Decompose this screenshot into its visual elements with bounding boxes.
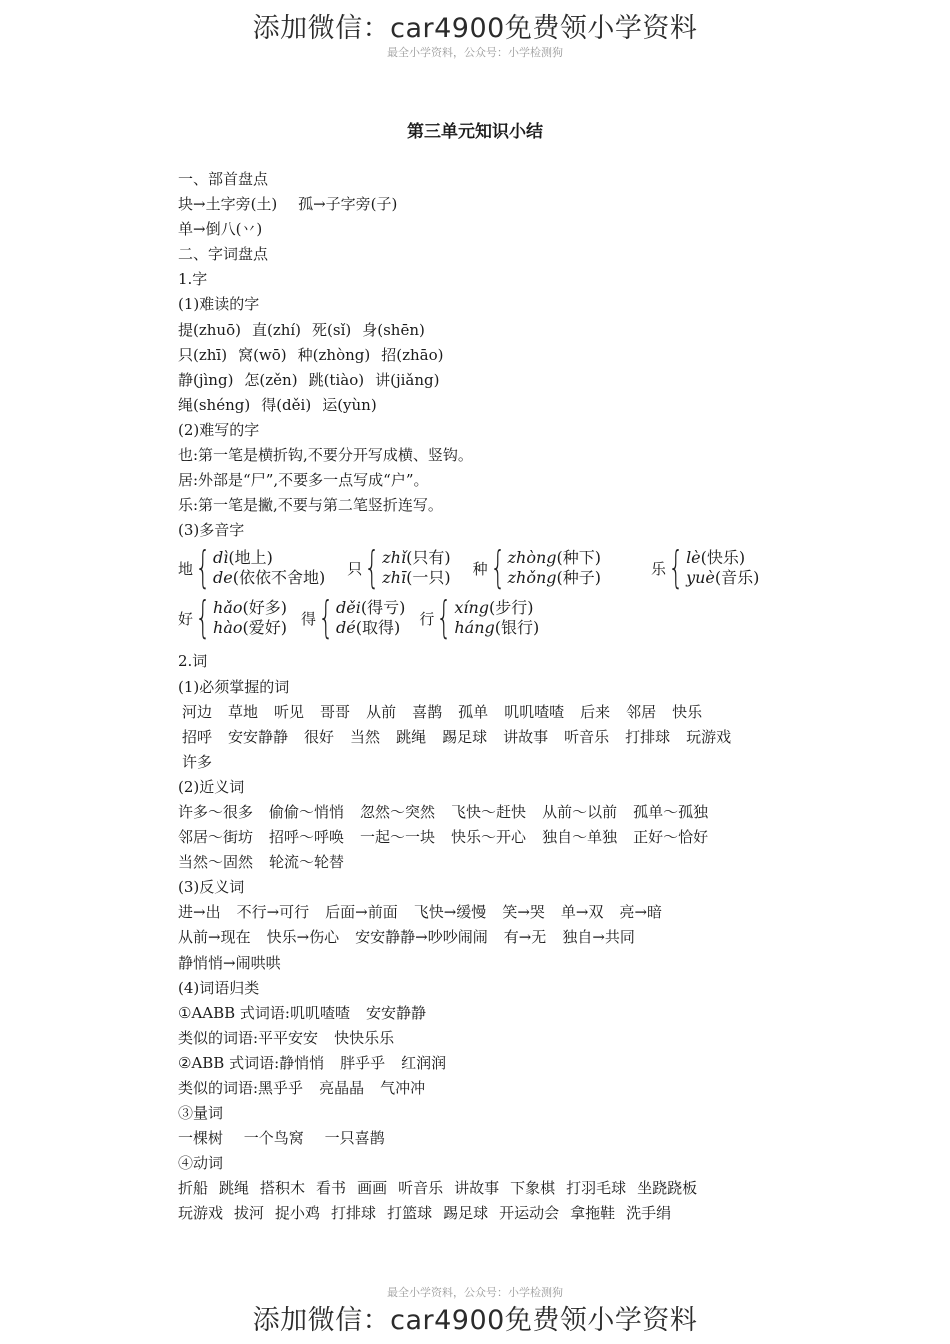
word-item: 单→双: [560, 903, 604, 922]
verbs: [178, 1176, 878, 1226]
word-item: 孤单: [458, 702, 489, 721]
word-item: 开运动会: [499, 1204, 560, 1223]
brace-icon: {: [364, 542, 380, 594]
pinyin: zhǒng: [507, 568, 557, 588]
reading: [213, 568, 325, 588]
word-item: 胖乎乎: [340, 1053, 386, 1072]
word-item: 搭积木: [260, 1179, 306, 1198]
word-item: 进→出: [178, 903, 221, 922]
word-item: 踢足球: [443, 1204, 489, 1223]
polyphone-group: [178, 592, 287, 644]
reading: [508, 548, 601, 568]
polyphone-char: 地: [178, 559, 194, 578]
word-item: 跳绳: [396, 727, 427, 746]
radical-line: [178, 192, 878, 217]
brace-icon: {: [436, 592, 453, 644]
word-line: [178, 318, 878, 343]
word-item: 坐跷跷板: [637, 1179, 698, 1198]
pinyin: zhǐ: [382, 548, 407, 568]
hard-write-line: 乐:第一笔是撇,不要与第二笔竖折连写。: [178, 496, 443, 515]
polyphone-char: 种: [472, 559, 488, 578]
synonyms: [178, 800, 878, 875]
word-item: 忽然～突然: [360, 802, 436, 821]
reading: [336, 598, 405, 618]
reading: [336, 618, 405, 638]
hard-write-line: 也:第一笔是横折钩,不要分开写成横、竖钩。: [178, 446, 473, 465]
word-item: 独自→共同: [562, 928, 635, 947]
word-item: 招呼: [182, 727, 213, 746]
word-item: 打羽毛球: [566, 1179, 627, 1198]
radical-line: [178, 217, 878, 242]
reading-list: [686, 548, 759, 588]
word-item: 画画: [357, 1179, 388, 1198]
word-item: 招(zhāo): [381, 345, 444, 364]
word-item: 静悄悄→闹哄哄: [178, 953, 281, 972]
word-item: 怎(zěn): [244, 370, 298, 389]
reading: [213, 598, 287, 618]
word-item: 讲故事: [503, 727, 549, 746]
word-item: 死(sǐ): [312, 320, 352, 339]
word-item: 下象棋: [510, 1179, 556, 1198]
word-item: 看书: [316, 1179, 347, 1198]
word-item: ①AABB 式词语:叽叽喳喳: [178, 1003, 350, 1022]
word-item: ②ABB 式词语:静悄悄: [178, 1053, 325, 1072]
pinyin: háng: [454, 618, 495, 638]
word-classification: [178, 1001, 878, 1101]
word-item: 邻居: [626, 702, 657, 721]
word-item: 红润润: [401, 1053, 447, 1072]
word-item: 踢足球: [442, 727, 488, 746]
hard-write-line: 居:外部是“尸”,不要多一点写成“户”。: [178, 471, 429, 490]
word-item: 许多～很多: [178, 802, 254, 821]
polyphone-group: [347, 542, 451, 594]
reading: [382, 568, 450, 588]
word-item: 喜鹊: [412, 702, 443, 721]
subsection-heading: ④动词: [178, 1154, 224, 1173]
reading: [382, 548, 450, 568]
reading: [213, 548, 325, 568]
subsection-heading: (2)难写的字: [178, 420, 260, 439]
word-item: 当然: [350, 727, 381, 746]
example-word: (银行): [494, 618, 540, 638]
polyphone-char: 只: [347, 559, 363, 578]
pinyin: dé: [336, 618, 356, 638]
pinyin: xíng: [454, 598, 490, 618]
word-item: 哥哥: [320, 702, 351, 721]
word-item: 从前: [366, 702, 397, 721]
word-item: 窝(wō): [238, 345, 287, 364]
word-item: 拿拖鞋: [570, 1204, 616, 1223]
word-item: 亮→暗: [619, 903, 663, 922]
word-item: 招呼～呼唤: [269, 828, 345, 847]
word-item: 当然～固然: [178, 853, 254, 872]
subsection-heading: 2.词: [178, 652, 208, 671]
word-item: 打排球: [625, 727, 671, 746]
reading: [686, 568, 759, 588]
word-item: 安安静静: [365, 1003, 426, 1022]
word-item: 运(yùn): [322, 395, 377, 414]
word-item: 只(zhī): [178, 345, 228, 364]
word-item: 后来: [580, 702, 611, 721]
word-item: 跳绳: [219, 1179, 250, 1198]
word-item: 邻居～街坊: [178, 828, 254, 847]
word-item: 一起～一块: [360, 828, 436, 847]
word-item: 偷偷～悄悄: [269, 802, 345, 821]
reading: [508, 568, 601, 588]
example-word: (依依不舍地): [232, 568, 326, 588]
pinyin: děi: [336, 598, 361, 618]
reading-list: [508, 548, 601, 588]
polyphone-row: [178, 543, 878, 593]
word-item: 快乐: [672, 702, 703, 721]
word-item: 气冲冲: [380, 1079, 426, 1097]
word-line: [178, 825, 878, 850]
word-item: 听音乐: [398, 1179, 444, 1198]
word-item: 提(zhuō): [178, 320, 241, 339]
word-item: 从前～以前: [542, 802, 618, 821]
word-line: [178, 925, 878, 950]
section-heading: 二、字词盘点: [178, 245, 269, 264]
reading-list: [382, 548, 450, 588]
subsection-heading: 1.字: [178, 270, 208, 289]
polyphone-group: [301, 592, 406, 644]
pinyin: zhī: [382, 568, 407, 588]
page-title: 第三单元知识小结: [407, 122, 543, 142]
word-item: 讲(jiǎng): [375, 370, 440, 389]
word-line: [178, 700, 878, 725]
word-item: 绳(shéng): [178, 395, 251, 414]
example-word: (音乐): [714, 568, 760, 588]
word-item: 孤单～孤独: [633, 802, 709, 821]
polyphone-group: [651, 542, 760, 594]
word-item: 听音乐: [564, 727, 610, 746]
word-line: [178, 1001, 878, 1026]
document-body: [178, 167, 878, 1227]
reading-list: [213, 598, 287, 638]
word-item: 一个鸟窝: [243, 1129, 304, 1148]
word-line: [178, 750, 878, 775]
polyphone-char: 乐: [651, 559, 667, 578]
pinyin: hǎo: [213, 598, 243, 618]
word-line: [178, 1076, 878, 1101]
example-word: (步行): [489, 598, 534, 618]
word-item: 亮晶晶: [319, 1079, 365, 1097]
pinyin: yuè: [686, 568, 715, 588]
subsection-heading: (3)多音字: [178, 521, 245, 540]
example-word: (种下): [556, 548, 602, 568]
reading: [454, 618, 539, 638]
measure-words-line: [178, 1126, 878, 1151]
brace-icon: {: [195, 592, 211, 644]
word-item: 安安静静→吵吵闹闹: [355, 928, 488, 947]
word-item: 不行→可行: [236, 903, 310, 922]
word-item: 后面→前面: [325, 903, 398, 922]
word-item: 身(shēn): [362, 320, 425, 339]
example-word: (好多): [242, 598, 287, 618]
word-line: [178, 1026, 878, 1051]
word-item: 一只喜鹊: [324, 1129, 385, 1148]
polyphone-row: [178, 593, 878, 643]
subsection-heading: (1)必须掌握的词: [178, 677, 290, 696]
pinyin: zhòng: [507, 548, 557, 568]
example-word: (取得): [355, 618, 401, 638]
word-item: 从前→现在: [178, 928, 251, 947]
subsection-heading: (3)反义词: [178, 878, 245, 897]
pinyin: lè: [686, 548, 701, 568]
word-line: [178, 393, 878, 418]
word-item: 飞快→缓慢: [413, 903, 487, 922]
reading-list: [336, 598, 405, 638]
word-item: 直(zhí): [251, 320, 302, 339]
word-line: [178, 900, 878, 925]
word-line: [178, 1176, 878, 1201]
word-item: 得(děi): [261, 395, 312, 414]
radical-item: 单→倒八(丷): [178, 220, 263, 239]
polyphone-char: 好: [178, 609, 194, 628]
reading-list: [213, 548, 325, 588]
word-item: 种(zhòng): [297, 345, 371, 364]
word-item: 捉小鸡: [275, 1204, 321, 1223]
word-item: 快乐→伤心: [266, 928, 340, 947]
brace-icon: {: [489, 542, 506, 594]
pinyin: hào: [213, 618, 243, 638]
example-word: (爱好): [242, 618, 287, 638]
word-item: 轮流～轮替: [269, 853, 345, 872]
word-item: 讲故事: [454, 1179, 500, 1198]
example-word: (快乐): [700, 548, 746, 568]
subsection-heading: (4)词语归类: [178, 978, 260, 997]
brace-icon: {: [318, 592, 334, 644]
word-item: 类似的词语:平平安安: [178, 1028, 319, 1047]
word-item: 快乐～开心: [451, 828, 527, 847]
polyphone-group: [178, 542, 326, 594]
word-item: 听见: [274, 702, 305, 721]
word-item: 河边: [182, 702, 213, 721]
word-item: 快快乐乐: [334, 1028, 395, 1047]
example-word: (一只): [406, 568, 451, 588]
word-item: 正好～恰好: [633, 828, 709, 847]
word-item: 飞快～赶快: [451, 802, 527, 821]
radical-item: 块→土字旁(土): [178, 195, 278, 214]
brace-icon: {: [195, 542, 211, 594]
word-line: [178, 343, 878, 368]
subsection-heading: ③量词: [178, 1104, 224, 1123]
word-item: 玩游戏: [178, 1204, 224, 1223]
word-line: [178, 1201, 878, 1226]
polyphone-char: 行: [419, 609, 435, 628]
example-word: (地上): [228, 548, 273, 568]
word-item: 独自～单独: [542, 828, 618, 847]
word-item: 静(jìng): [178, 370, 234, 389]
subsection-heading: (2)近义词: [178, 777, 245, 796]
word-line: [178, 850, 878, 875]
example-word: (得亏): [360, 598, 406, 618]
faint-footer-text: 最全小学资料，公众号：小学检测狗: [387, 1286, 563, 1299]
subsection-heading: (1)难读的字: [178, 295, 260, 314]
word-item: 拔河: [234, 1204, 265, 1223]
word-item: 许多: [182, 752, 213, 771]
reading: [686, 548, 759, 568]
word-item: 类似的词语:黑乎乎: [178, 1079, 304, 1097]
word-item: 折船: [178, 1179, 209, 1198]
antonyms: [178, 900, 878, 975]
word-line: [178, 1051, 878, 1076]
watermark-banner-top: 添加微信：car4900免费领小学资料: [252, 13, 698, 44]
example-word: (只有): [406, 548, 451, 568]
faint-header-text: 最全小学资料，公众号：小学检测狗: [387, 46, 563, 59]
example-word: (种子): [556, 568, 602, 588]
must-words: [178, 700, 878, 775]
pinyin: dì: [213, 548, 229, 568]
word-line: [178, 368, 878, 393]
word-line: [178, 800, 878, 825]
section-heading: 一、部首盘点: [178, 170, 269, 188]
reading: [213, 618, 287, 638]
pinyin: de: [213, 568, 233, 588]
watermark-banner-bottom: 添加微信：car4900免费领小学资料: [252, 1305, 698, 1336]
word-item: 草地: [228, 702, 259, 721]
word-line: [178, 725, 878, 750]
brace-icon: {: [668, 542, 684, 594]
reading: [454, 598, 539, 618]
word-item: 笑→哭: [502, 903, 545, 922]
word-item: 跳(tiào): [308, 370, 365, 389]
word-item: 玩游戏: [686, 727, 732, 746]
word-item: 打篮球: [387, 1204, 433, 1223]
word-item: 有→无: [503, 928, 547, 947]
word-item: 一棵树: [178, 1129, 224, 1148]
reading-list: [454, 598, 539, 638]
radical-item: 孤→子字旁(子): [298, 195, 398, 214]
polyphone-char: 得: [301, 609, 317, 628]
polyphone-group: [419, 592, 540, 644]
word-item: 叽叽喳喳: [504, 702, 565, 721]
word-item: 很好: [304, 727, 335, 746]
polyphone-group: [472, 542, 602, 594]
word-item: 打排球: [331, 1204, 377, 1223]
word-line: [178, 951, 878, 976]
hard-read-chars: [178, 318, 878, 418]
word-item: 安安静静: [228, 727, 289, 746]
word-item: 洗手绢: [626, 1204, 672, 1223]
